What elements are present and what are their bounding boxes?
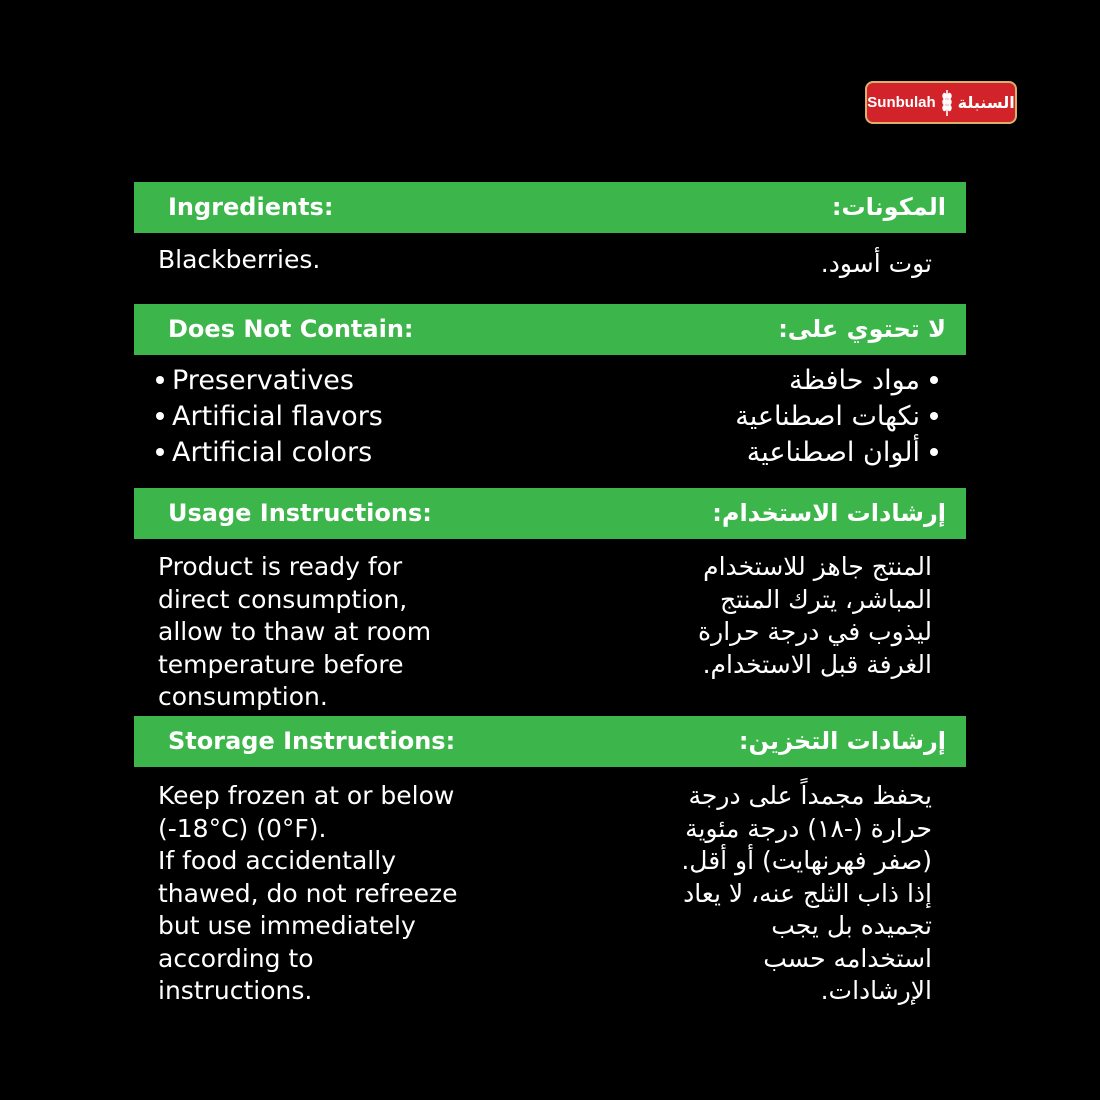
storage-title-en: Storage Instructions: — [168, 727, 456, 755]
storage-line-en: instructions. — [158, 976, 313, 1005]
usage-line-en: allow to thaw at room — [158, 617, 432, 646]
usage-line-ar: ليذوب في درجة حرارة — [698, 617, 932, 646]
storage-line-ar: يحفظ مجمداً على درجة — [688, 781, 932, 810]
storage-line-ar: تجميده بل يجب — [771, 911, 932, 940]
does-not-contain-header — [134, 304, 966, 355]
storage-body-ar — [572, 780, 932, 1008]
logo-arabic-text: السنبلة — [957, 93, 1015, 112]
list-item: مواد حافظة — [558, 363, 938, 399]
does-not-contain-title-en: Does Not Contain: — [168, 315, 414, 343]
usage-title-ar: إرشادات الاستخدام: — [712, 499, 946, 527]
storage-line-en: Keep frozen at or below — [158, 781, 455, 810]
storage-body-en — [158, 780, 518, 1008]
bullet-icon — [156, 412, 164, 420]
list-item: نكهات اصطناعية — [558, 399, 938, 435]
logo-latin-text: Sunbulah — [867, 94, 936, 111]
ingredients-title-en: Ingredients: — [168, 193, 334, 221]
does-not-contain-title-ar: لا تحتوي على: — [778, 315, 946, 343]
usage-line-en: Product is ready for — [158, 552, 403, 581]
bullet-icon — [156, 448, 164, 456]
ingredients-header — [134, 182, 966, 233]
wheat-icon — [940, 88, 954, 118]
list-item: ألوان اصطناعية — [558, 435, 938, 471]
usage-line-ar: الغرفة قبل الاستخدام. — [702, 649, 932, 679]
usage-header — [134, 488, 966, 539]
storage-line-en: (-18°C) (0°F). — [158, 813, 327, 843]
bullet-icon — [156, 376, 164, 384]
storage-header — [134, 716, 966, 767]
sunbulah-logo — [865, 81, 1017, 124]
storage-line-en: If food accidentally — [158, 846, 396, 875]
does-not-contain-list-ar — [558, 363, 938, 471]
usage-line-ar: المباشر، يترك المنتج — [719, 584, 932, 614]
list-item: Artificial colors — [156, 435, 536, 471]
bullet-icon — [930, 376, 938, 384]
storage-line-ar: (صفر فهرنهايت) أو أقل. — [681, 846, 932, 875]
list-item: Preservatives — [156, 363, 536, 399]
storage-line-en: thawed, do not refreeze — [158, 878, 458, 908]
ingredients-body-ar: توت أسود. — [820, 249, 932, 278]
ingredients-body-en: Blackberries. — [158, 245, 321, 274]
does-not-contain-list-en — [156, 363, 536, 471]
bullet-icon — [930, 448, 938, 456]
storage-line-en: but use immediately — [158, 911, 416, 940]
bullet-icon — [930, 412, 938, 420]
usage-line-en: direct consumption, — [158, 584, 408, 614]
usage-line-ar: المنتج جاهز للاستخدام — [703, 552, 932, 581]
storage-line-ar: الإرشادات. — [820, 976, 932, 1005]
usage-body-en — [158, 551, 518, 714]
storage-line-en: according to — [158, 943, 314, 973]
usage-title-en: Usage Instructions: — [168, 499, 432, 527]
usage-body-ar — [572, 551, 932, 681]
ingredients-title-ar: المكونات: — [831, 193, 946, 221]
usage-line-en: temperature before — [158, 649, 404, 679]
storage-line-ar: إذا ذاب الثلج عنه، لا يعاد — [683, 878, 932, 908]
list-item: Artificial flavors — [156, 399, 536, 435]
usage-line-en: consumption. — [158, 682, 328, 711]
storage-line-ar: استخدامه حسب — [763, 943, 932, 973]
storage-line-ar: حرارة (-١٨) درجة مئوية — [685, 813, 932, 843]
storage-title-ar: إرشادات التخزين: — [738, 727, 946, 755]
